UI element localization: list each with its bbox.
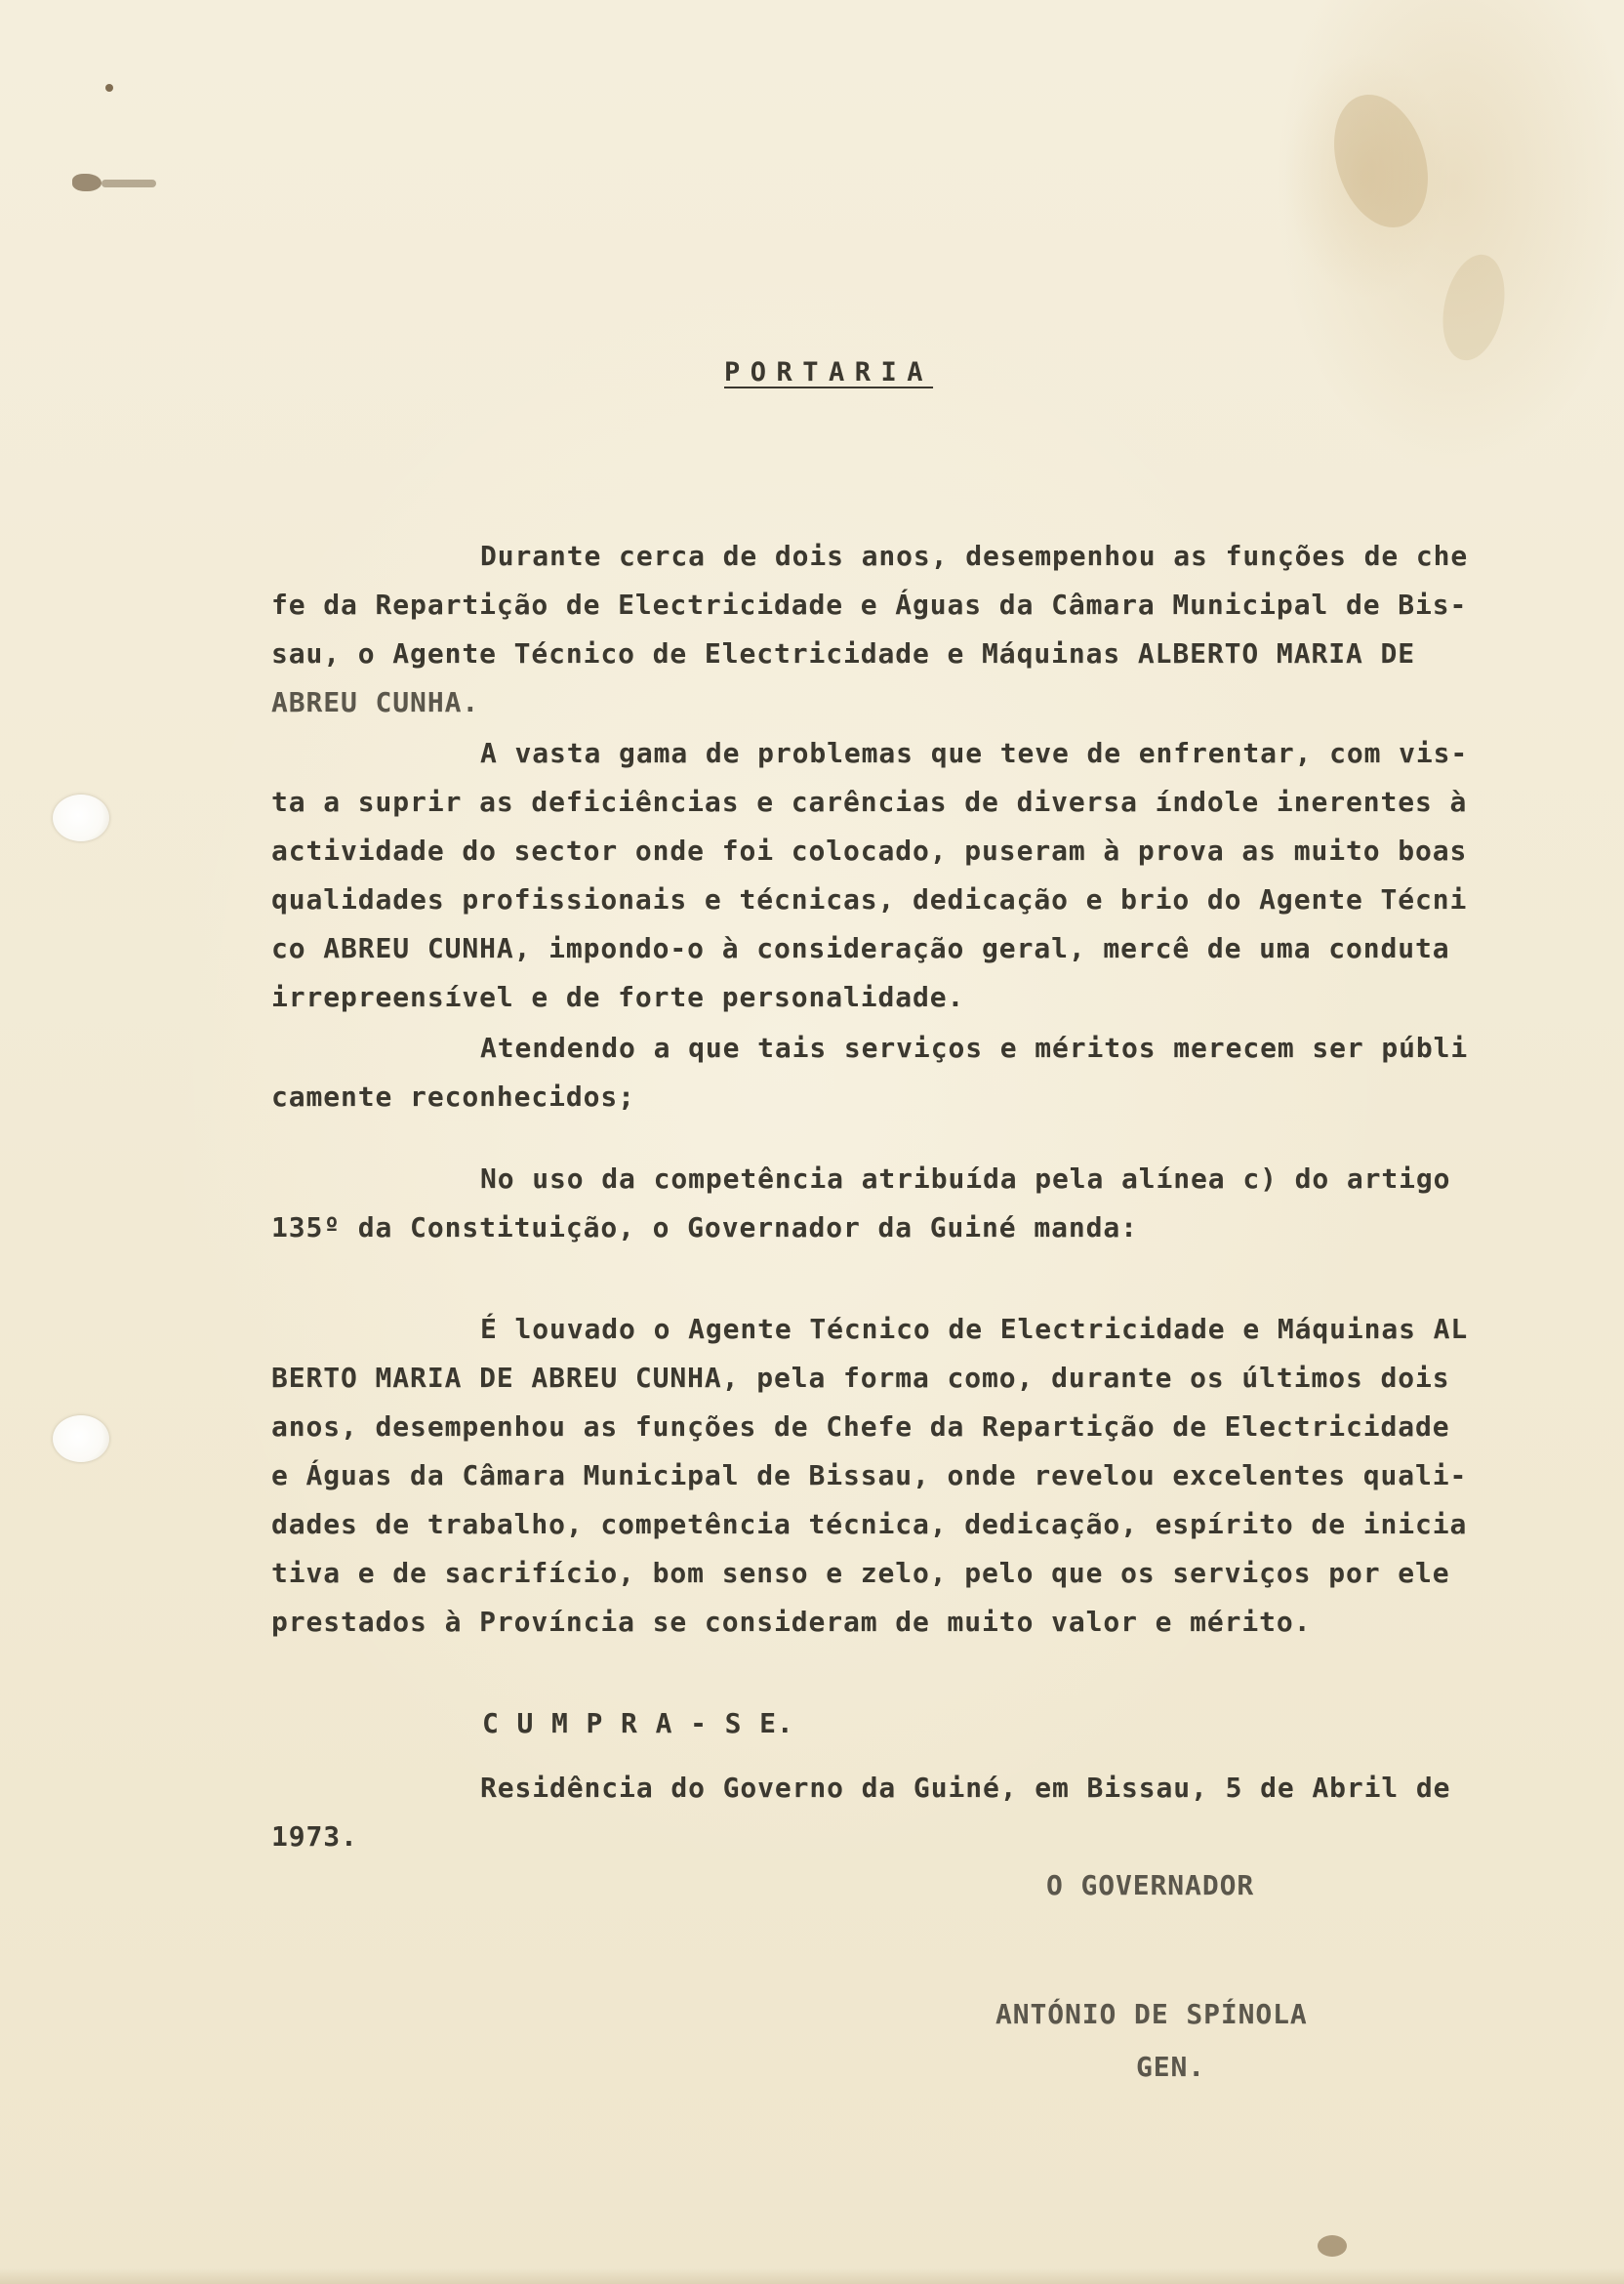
paragraph-5-line-4: e Águas da Câmara Municipal de Bissau, onde revelou excelentes quali- (271, 1459, 1468, 1491)
ink-spot (1318, 2235, 1347, 2257)
document-title: PORTARIA (724, 357, 934, 387)
ink-spot (72, 174, 102, 191)
ink-spot (105, 84, 113, 92)
date-line-2: 1973. (271, 1820, 358, 1853)
paragraph-2-line-6: irrepreensível e de forte personalidade. (271, 981, 965, 1013)
paragraph-5-line-6: tiva e de sacrifício, bom senso e zelo, pelo que os serviços por ele (271, 1557, 1450, 1589)
punch-hole-bottom (53, 1415, 109, 1462)
paper-bottom-edge (0, 2268, 1624, 2284)
signatory-name: ANTÓNIO DE SPÍNOLA (995, 1998, 1308, 2030)
paragraph-4-line-2: 135º da Constituição, o Governador da Guiné manda: (271, 1211, 1138, 1244)
paragraph-2-line-5: co ABREU CUNHA, impondo-o à consideração geral, mercê de uma conduta (271, 932, 1450, 964)
date-line-1: Residência do Governo da Guiné, em Bissau, 5 de Abril de (480, 1772, 1451, 1804)
paragraph-1-line-3: sau, o Agente Técnico de Electricidade e Máquinas ALBERTO MARIA DE (271, 637, 1415, 670)
paragraph-3-line-1: Atendendo a que tais serviços e méritos merecem ser públi (480, 1032, 1469, 1064)
paragraph-1-line-4: ABREU CUNHA. (271, 686, 480, 718)
ink-smudge (102, 180, 156, 187)
paragraph-2-line-4: qualidades profissionais e técnicas, dedicação e brio do Agente Técni (271, 883, 1468, 916)
cumpra-se: C U M P R A - S E. (482, 1707, 794, 1739)
paper-stain (1434, 249, 1514, 366)
paragraph-4-line-1: No uso da competência atribuída pela alínea c) do artigo (480, 1162, 1451, 1195)
paragraph-5-line-2: BERTO MARIA DE ABREU CUNHA, pela forma como, durante os últimos dois (271, 1362, 1450, 1394)
punch-hole-top (53, 795, 109, 841)
paragraph-2-line-2: ta a suprir as deficiências e carências de diversa índole inerentes à (271, 786, 1468, 818)
paragraph-5-line-7: prestados à Província se consideram de muito valor e mérito. (271, 1606, 1312, 1638)
paragraph-1-line-2: fe da Repartição de Electricidade e Águas da Câmara Municipal de Bis- (271, 589, 1468, 621)
paragraph-5-line-3: anos, desempenhou as funções de Chefe da Repartição de Electricidade (271, 1410, 1450, 1443)
paragraph-2-line-3: actividade do sector onde foi colocado, puseram à prova as muito boas (271, 835, 1468, 867)
paragraph-2-line-1: A vasta gama de problemas que teve de enfrentar, com vis- (480, 737, 1469, 769)
paper-stain (1319, 83, 1444, 240)
signatory-rank: GEN. (1136, 2051, 1206, 2083)
paragraph-1-line-1: Durante cerca de dois anos, desempenhou as funções de che (480, 540, 1469, 572)
paragraph-3-line-2: camente reconhecidos; (271, 1081, 635, 1113)
paragraph-5-line-1: É louvado o Agente Técnico de Electricidade e Máquinas AL (480, 1313, 1469, 1345)
paragraph-5-line-5: dades de trabalho, competência técnica, dedicação, espírito de inicia (271, 1508, 1468, 1540)
signatory-title: O GOVERNADOR (1046, 1869, 1255, 1901)
